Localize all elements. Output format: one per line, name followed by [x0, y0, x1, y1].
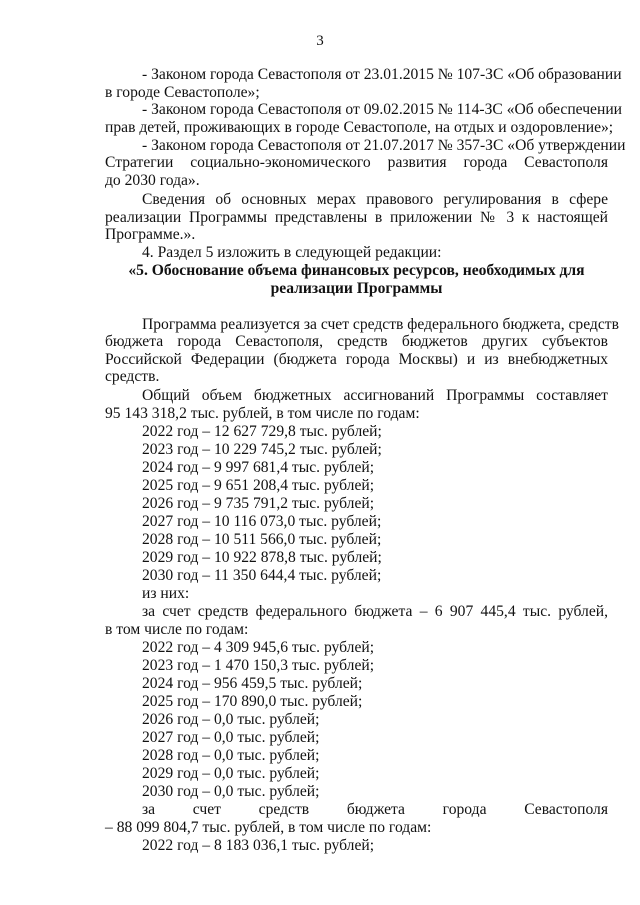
federal-budget-paragraph: за счет средств федерального бюджета – 6 907 445,4 тыс. рублей, [142, 603, 608, 620]
total-year-2027: 2027 год – 10 116 073,0 тыс. рублей; [142, 513, 382, 530]
total-year-2028: 2028 год – 10 511 566,0 тыс. рублей; [142, 531, 382, 548]
federal-year-2030: 2030 год – 0,0 тыс. рублей; [142, 783, 320, 800]
city-budget-paragraph: за счет средств бюджета города Севастополя [142, 801, 608, 818]
law-item-strategy-end: до 2030 года». [105, 172, 200, 189]
regulation-paragraph-cont: реализации Программы представлены в приложении № 3 к настоящей [105, 209, 608, 226]
federal-year-2027: 2027 год – 0,0 тыс. рублей; [142, 729, 320, 746]
section-heading-cont: реализации Программы [270, 280, 443, 297]
federal-year-2023: 2023 год – 1 470 150,3 тыс. рублей; [142, 657, 375, 674]
total-year-2029: 2029 год – 10 922 878,8 тыс. рублей; [142, 549, 382, 566]
total-year-2022: 2022 год – 12 627 729,8 тыс. рублей; [142, 423, 382, 440]
city-year-2022: 2022 год – 8 183 036,1 тыс. рублей; [142, 837, 375, 854]
law-item-education-cont: в городе Севастополе»; [105, 84, 260, 101]
federal-year-2026: 2026 год – 0,0 тыс. рублей; [142, 711, 320, 728]
law-item-strategy-cont: Стратегии социально-экономического развития города Севастополя [105, 154, 608, 171]
federal-year-2025: 2025 год – 170 890,0 тыс. рублей; [142, 693, 363, 710]
total-year-2025: 2025 год – 9 651 208,4 тыс. рублей; [142, 477, 375, 494]
total-year-2024: 2024 год – 9 997 681,4 тыс. рублей; [142, 459, 375, 476]
section-heading: «5. Обоснование объема финансовых ресурсов, необходимых для [128, 262, 585, 279]
federal-year-2028: 2028 год – 0,0 тыс. рублей; [142, 747, 320, 764]
of-which-label: из них: [142, 585, 190, 602]
amendment-item-4: 4. Раздел 5 изложить в следующей редакции: [142, 244, 442, 261]
federal-budget-paragraph-cont: в том числе по годам: [105, 621, 249, 638]
law-item-strategy: - Законом города Севастополя от 21.07.2017 № 357-ЗС «Об утверждении [142, 137, 626, 154]
page-number: 3 [316, 33, 324, 49]
funding-paragraph-cont2: Российской Федерации (бюджета города Москвы) и из внебюджетных [105, 351, 608, 368]
federal-year-2024: 2024 год – 956 459,5 тыс. рублей; [142, 675, 363, 692]
funding-paragraph: Программа реализуется за счет средств федерального бюджета, средств [142, 316, 619, 333]
federal-year-2029: 2029 год – 0,0 тыс. рублей; [142, 765, 320, 782]
funding-paragraph-cont1: бюджета города Севастополя, средств бюджетов других субъектов [105, 333, 608, 350]
total-budget-paragraph: Общий объем бюджетных ассигнований Программы составляет [142, 387, 608, 404]
law-item-education: - Законом города Севастополя от 23.01.2015 № 107-ЗС «Об образовании [142, 66, 622, 83]
federal-year-2022: 2022 год – 4 309 945,6 тыс. рублей; [142, 639, 375, 656]
law-item-children: - Законом города Севастополя от 09.02.2015 № 114-ЗС «Об обеспечении [142, 101, 623, 118]
law-item-children-cont: прав детей, проживающих в городе Севастополе, на отдых и оздоровление»; [105, 119, 614, 136]
funding-paragraph-end: средств. [105, 368, 160, 385]
total-year-2023: 2023 год – 10 229 745,2 тыс. рублей; [142, 441, 382, 458]
total-year-2026: 2026 год – 9 735 791,2 тыс. рублей; [142, 495, 375, 512]
regulation-paragraph: Сведения об основных мерах правового регулирования в сфере [142, 191, 608, 208]
total-budget-amount: 95 143 318,2 тыс. рублей, в том числе по годам: [105, 405, 420, 422]
city-budget-paragraph-cont: – 88 099 804,7 тыс. рублей, в том числе по годам: [105, 819, 432, 836]
total-year-2030: 2030 год – 11 350 644,4 тыс. рублей; [142, 567, 382, 584]
regulation-paragraph-end: Программе.». [105, 226, 196, 243]
